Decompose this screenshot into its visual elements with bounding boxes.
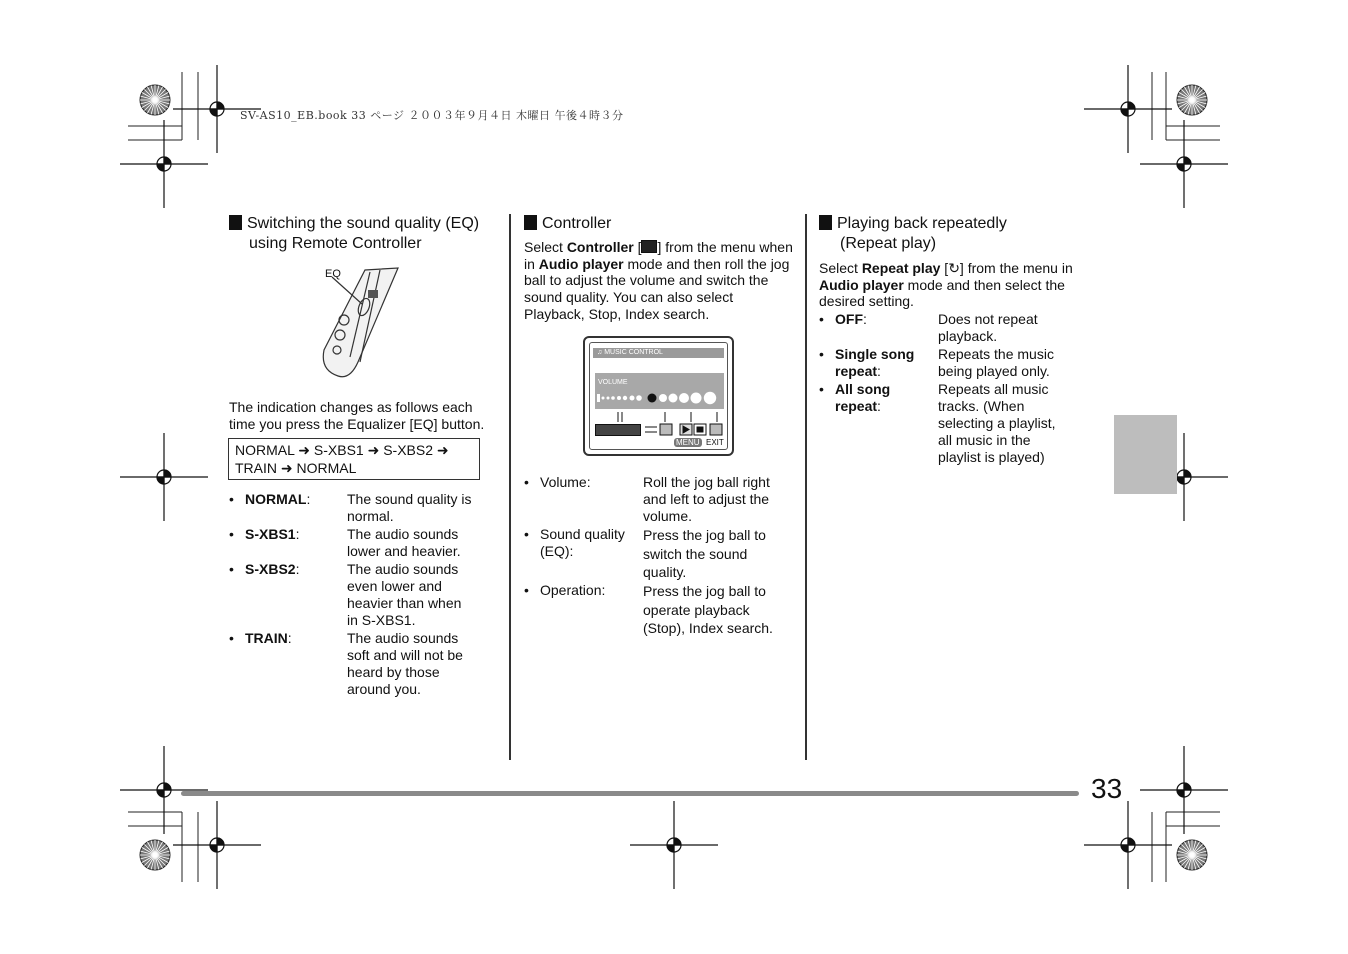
crosshair-mark <box>120 746 208 834</box>
item-desc: The audio sounds even lower and heavier than when in S-XBS1. <box>347 561 462 628</box>
repeat-intro: Select Repeat play [↻] from the menu in Audio player mode and then select the desired setting. <box>819 260 1073 310</box>
intro-text: mode and then roll the jog ball to adjust the volume and switch the sound quality. You can also select Playback, Stop, Index search. <box>524 255 790 322</box>
intro-bold: Audio player <box>819 276 904 293</box>
crosshair-mark <box>1084 65 1172 153</box>
item-term: OFF <box>835 311 863 327</box>
section-controller-title <box>524 214 611 234</box>
volume-label: VOLUME <box>598 379 628 386</box>
intro-bold: Audio player <box>538 255 624 272</box>
crosshair-mark <box>1084 801 1172 889</box>
crosshair-mark <box>120 120 208 208</box>
item-desc: Repeats all music tracks. (When selecting a playlist, all music in the playlist is played) <box>938 381 1056 465</box>
file-header: SV-AS10_EB.book 33 ページ ２００３年９月４日 木曜日 午後４時３分 <box>240 109 624 122</box>
eq-flow-box <box>228 438 480 480</box>
eq-list <box>229 491 509 698</box>
volume-dots <box>595 386 725 408</box>
intro-text: Select <box>524 239 567 255</box>
item-term: NORMAL <box>245 491 307 507</box>
item-desc: Press the jog ball to operate playback (Stop), Index search. <box>643 583 773 636</box>
list-item: • NORMAL : The sound quality is normal. <box>229 491 472 524</box>
list-item: • OFF : Does not repeat playback. <box>819 311 1089 346</box>
page-bottom-rule <box>181 791 1079 796</box>
list-item: • TRAIN : The audio sounds soft and will not be heard by those around you. <box>229 630 509 698</box>
item-term: Volume: <box>540 474 591 490</box>
item-term: Operation: <box>540 582 606 598</box>
item-term: S-XBS1 <box>245 526 296 542</box>
printer-wheel-mark <box>1177 840 1207 870</box>
printer-wheel-mark <box>1177 85 1207 115</box>
intro-bold: Controller <box>566 239 634 255</box>
item-term: S-XBS2 <box>245 561 296 577</box>
intro-text: ] from the menu in <box>959 260 1073 276</box>
section-square-icon <box>819 215 832 230</box>
section-square-icon <box>229 215 242 230</box>
section-repeat-title <box>819 214 1089 254</box>
item-desc: The audio sounds lower and heavier. <box>347 526 461 559</box>
page-number: 33 <box>1091 773 1123 804</box>
crosshair-mark <box>120 433 208 521</box>
item-desc: Does not repeat playback. <box>938 311 1038 344</box>
eq-flow-line1: NORMAL ➜ S-XBS1 ➜ S-XBS2 ➜ <box>235 442 449 458</box>
item-desc: Repeats the music being played only. <box>938 346 1054 379</box>
lcd-menu-label: MENU <box>676 438 700 447</box>
printer-wheel-mark <box>140 840 170 870</box>
list-item: • Volume: Roll the jog ball right and left to adjust the volume. <box>524 474 804 526</box>
item-term: Single song repeat <box>835 346 915 379</box>
list-item: • All song repeat: Repeats all music tracks. (When selecting a playlist, all music in the playlist is played) <box>819 381 1089 483</box>
item-term: TRAIN <box>245 630 288 646</box>
printer-wheel-mark <box>140 85 170 115</box>
intro-text: mode and then select the desired setting. <box>819 276 1065 310</box>
music-note-icon: ♫ <box>597 349 605 356</box>
crosshair-mark <box>630 801 718 889</box>
eq-flow-line2: TRAIN ➜ NORMAL <box>235 460 357 476</box>
list-item: • Operation: Press the jog ball to operate playback (Stop), Index search. <box>524 582 804 638</box>
section-eq-title-line1: Switching the sound quality (EQ) <box>247 215 480 232</box>
controller-menu-icon <box>641 240 657 253</box>
item-desc: Press the jog ball to switch the sound quality. <box>643 527 766 580</box>
crosshair-mark <box>173 801 261 889</box>
section-repeat-title-line2: (Repeat play) <box>840 235 937 252</box>
column-divider-2 <box>805 214 807 760</box>
eq-intro: The indication changes as follows each time you press the Equalizer [EQ] button. <box>229 399 485 432</box>
list-item: • Single song repeat: Repeats the music being played only. <box>819 346 1089 381</box>
item-term: Sound quality (EQ): <box>540 526 625 559</box>
playback-icons <box>643 423 727 436</box>
section-eq-title-line2: using Remote Controller <box>249 235 422 252</box>
item-term: All song repeat <box>835 381 891 414</box>
item-desc: The audio sounds soft and will not be heard by those around you. <box>347 630 463 697</box>
intro-text: ] from the menu when in <box>524 239 793 272</box>
intro-bold: Repeat play <box>861 260 941 276</box>
controller-intro: Select Controller [ ] from the menu when in Audio player mode and then roll the jog ball to adjust the volume and switch the sound quality. You can also select Playback, Stop, Index search. <box>524 239 793 322</box>
lcd-arrows <box>595 410 725 424</box>
controller-list <box>524 474 804 638</box>
repeat-list <box>819 311 1089 483</box>
intro-text: Select <box>819 260 862 276</box>
crosshair-mark <box>1140 746 1228 834</box>
list-item: • Sound quality (EQ): Press the jog ball to switch the sound quality. <box>524 526 804 582</box>
item-desc: The sound quality is normal. <box>347 491 472 524</box>
lcd-exit-label: EXIT <box>706 438 724 447</box>
lcd-title: MUSIC CONTROL <box>604 349 663 356</box>
section-square-icon <box>524 215 537 230</box>
lcd-title-bar <box>593 348 724 358</box>
remote-controller-illustration <box>310 262 410 382</box>
chapter-tab <box>1114 415 1177 494</box>
list-item: • S-XBS1 : The audio sounds lower and heavier. <box>229 526 509 561</box>
section-repeat-title-line1: Playing back repeatedly <box>837 215 1007 232</box>
eq-label: EQ <box>325 268 341 280</box>
section-controller-title-text: Controller <box>542 215 612 232</box>
list-item: • S-XBS2 : The audio sounds even lower and heavier than when in S-XBS1. <box>229 561 509 630</box>
section-eq-title <box>229 214 509 254</box>
repeat-icon: ↻ <box>948 260 960 276</box>
crosshair-mark <box>1140 120 1228 208</box>
column-divider-1 <box>509 214 511 760</box>
lcd-screen <box>583 336 734 456</box>
item-desc: Roll the jog ball right and left to adjust the volume. <box>643 474 770 524</box>
eq-status-box <box>595 424 641 436</box>
